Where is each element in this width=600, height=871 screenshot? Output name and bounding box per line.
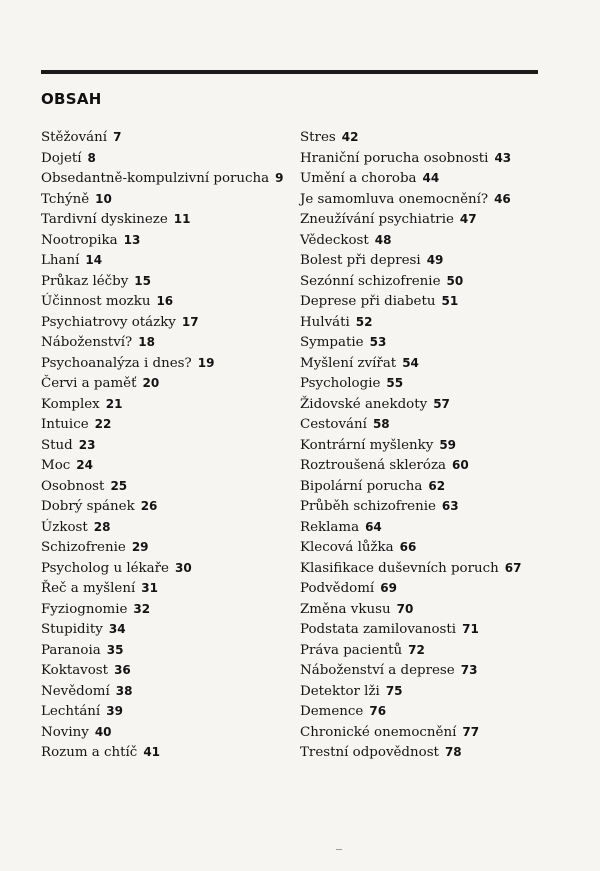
toc-entry [41,660,284,681]
toc-entry-title: Nevědomí [41,683,110,699]
toc-entry-page-number: 43 [494,150,512,165]
toc-entry [300,742,521,763]
toc-entry [300,681,521,702]
toc-entry [41,619,284,640]
toc-entry-title: Zneužívání psychiatrie [300,212,454,227]
toc-entry [41,291,284,312]
toc-entry-title: Průkaz léčby [41,273,129,289]
toc-entry-title: Psychiatrovy otázky [41,314,176,330]
toc-entry [300,435,521,456]
toc-entry-page-number: 75 [385,683,403,698]
toc-entry-title: Hraniční porucha osobnosti [300,150,489,166]
toc-entry-title: Intuice [41,417,89,432]
toc-entry-title: Sezónní schizofrenie [300,273,441,289]
toc-entry-title: Lechtání [41,704,101,719]
toc-entry-title: Podvědomí [300,581,375,596]
toc-entry-page-number: 44 [422,171,440,185]
toc-entry-page-number: 30 [174,560,192,575]
toc-entry-title: Je samomluva onemocnění? [300,191,489,207]
toc-entry-page-number: 36 [114,663,131,677]
toc-entry-page-number: 60 [452,458,469,472]
toc-entry-title: Obsedantně-kompulzivní porucha [41,171,270,186]
toc-entry-title: Fyziognomie [41,601,128,617]
toc-entry-page-number: 34 [108,622,126,636]
toc-entry-page-number: 78 [444,745,462,759]
toc-entry [41,701,284,722]
toc-entry-title: Klecová lůžka [300,540,394,555]
toc-entry [41,230,284,251]
toc-entry-title: Sympatie [300,335,364,350]
toc-entry-page-number: 32 [133,601,151,616]
toc-entry [300,291,521,312]
toc-entry-title: Dobrý spánek [41,499,135,514]
toc-entry-page-number: 11 [173,212,191,226]
toc-entry-title: Židovské anekdoty [300,396,428,412]
toc-entry [300,250,521,271]
toc-entry [41,332,284,353]
toc-entry-title: Psycholog u lékaře [41,560,169,576]
page-mark [336,849,342,850]
toc-entry-title: Osobnost [41,478,105,494]
toc-entry-page-number: 42 [341,130,359,144]
toc-entry [300,455,521,476]
toc-entry-page-number: 24 [76,458,93,472]
toc-entry-page-number: 54 [402,355,419,370]
toc-entry [41,353,284,374]
toc-entry-page-number: 7 [113,130,122,144]
toc-entry [300,353,521,374]
toc-entry-page-number: 48 [374,232,392,247]
toc-entry-page-number: 18 [138,335,155,349]
toc-entry-title: Vědeckost [300,232,369,248]
toc-entry-title: Stud [41,437,73,453]
toc-entry [300,558,521,579]
toc-entry-page-number: 49 [426,253,444,267]
toc-entry [300,271,521,292]
toc-entry-page-number: 20 [142,376,160,390]
toc-entry [41,537,284,558]
toc-entry-page-number: 63 [441,499,459,513]
toc-entry-title: Lhaní [41,253,80,268]
toc-entry-page-number: 59 [439,437,457,452]
toc-entry-title: Noviny [41,724,89,740]
toc-entry-title: Náboženství? [41,335,133,350]
toc-entry [41,373,284,394]
toc-entry-title: Změna vkusu [300,601,391,617]
toc-entry-title: Dojetí [41,150,82,166]
toc-entry [300,312,521,333]
toc-entry [300,414,521,435]
toc-entry-page-number: 47 [459,212,477,226]
toc-entry [41,435,284,456]
toc-entry [41,394,284,415]
toc-entry [41,640,284,661]
toc-entry-page-number: 51 [441,294,459,308]
toc-entry [41,455,284,476]
toc-entry [300,701,521,722]
toc-entry [300,373,521,394]
toc-entry-page-number: 66 [399,540,417,554]
toc-entry-title: Chronické onemocnění [300,724,457,740]
toc-entry [41,209,284,230]
toc-entry [300,148,521,169]
toc-entry [300,517,521,538]
toc-entry-page-number: 76 [369,704,387,718]
toc-entry [300,332,521,353]
toc-entry-title: Trestní odpovědnost [300,745,439,760]
toc-entry-title: Kontrární myšlenky [300,437,434,453]
toc-entry-title: Klasifikace duševních poruch [300,560,499,576]
toc-entry-page-number: 9 [275,171,284,185]
toc-entry-title: Úzkost [41,519,88,535]
toc-entry-page-number: 15 [134,273,151,288]
toc-entry-title: Deprese při diabetu [300,294,436,309]
toc-entry-page-number: 23 [78,437,96,452]
toc-entry-page-number: 38 [115,683,133,698]
toc-entry-page-number: 64 [365,519,382,534]
toc-entry-title: Stěžování [41,130,108,145]
toc-entry-title: Stupidity [41,622,103,637]
toc-entry-page-number: 29 [131,540,149,554]
toc-entry [41,476,284,497]
toc-entry [41,148,284,169]
toc-entry-page-number: 69 [380,581,397,595]
toc-entry-page-number: 19 [197,355,215,370]
toc-entry [300,619,521,640]
toc-entry-title: Umění a choroba [300,171,417,186]
toc-entry [300,578,521,599]
toc-entry [300,537,521,558]
toc-entry-page-number: 25 [110,478,128,493]
toc-entry-title: Cestování [300,417,367,432]
toc-entry-page-number: 31 [141,581,158,595]
toc-entry-title: Demence [300,704,364,719]
toc-entry [41,271,284,292]
toc-column-left [41,127,284,763]
toc-entry [300,127,521,148]
toc-entry-page-number: 58 [372,417,390,431]
toc-entry-title: Práva pacientů [300,642,403,658]
toc-entry [41,742,284,763]
toc-entry-title: Bolest při depresi [300,253,421,268]
toc-entry-page-number: 14 [85,253,103,267]
toc-entry [41,722,284,743]
toc-entry [300,599,521,620]
toc-entry [41,599,284,620]
toc-entry [41,578,284,599]
top-rule [41,70,538,74]
toc-entry-page-number: 57 [433,396,450,411]
toc-entry-title: Hulváti [300,314,350,330]
toc-entry-title: Bipolární porucha [300,478,423,494]
toc-entry [41,558,284,579]
toc-entry [41,414,284,435]
toc-entry [41,168,284,189]
toc-entry [41,517,284,538]
toc-entry-page-number: 52 [355,314,373,329]
toc-entry [41,312,284,333]
toc-entry-title: Řeč a myšlení [41,581,136,596]
toc-entry-page-number: 41 [143,745,161,759]
toc-entry-title: Moc [41,458,71,473]
toc-entry-page-number: 35 [106,642,124,657]
toc-entry-title: Nootropika [41,232,118,248]
toc-entry [300,230,521,251]
toc-entry-title: Průběh schizofrenie [300,499,436,514]
toc-entry-page-number: 70 [396,601,414,616]
toc-entry [300,476,521,497]
toc-entry [41,189,284,210]
toc-entry-title: Reklama [300,519,360,535]
toc-entry-page-number: 71 [462,622,479,636]
toc-entry-page-number: 21 [105,396,123,411]
toc-entry-page-number: 46 [494,191,511,206]
toc-entry-page-number: 72 [408,642,425,657]
toc-entry-title: Tardivní dyskineze [41,212,168,227]
toc-entry [300,209,521,230]
toc-entry-title: Koktavost [41,663,109,678]
toc-entry-page-number: 26 [140,499,158,513]
toc-entry-page-number: 8 [87,150,96,165]
toc-entry-title: Podstata zamilovanosti [300,622,457,637]
toc-entry-page-number: 53 [369,335,387,349]
toc-entry-title: Červi a paměť [41,376,137,391]
toc-entry-title: Roztroušená skleróza [300,458,447,473]
toc-entry-page-number: 55 [386,376,404,390]
toc-entry-title: Náboženství a deprese [300,663,455,678]
toc-entry [300,496,521,517]
toc-entry-page-number: 10 [95,191,112,206]
toc-entry [41,496,284,517]
toc-entry [300,189,521,210]
toc-entry [300,722,521,743]
toc-entry [300,640,521,661]
page-title: OBSAH [41,90,102,108]
toc-entry [300,660,521,681]
toc-entry-page-number: 28 [93,519,111,534]
toc-entry-title: Psychologie [300,376,381,391]
toc-entry [41,127,284,148]
toc-entry-page-number: 67 [504,560,522,575]
toc-entry-title: Rozum a chtíč [41,745,138,760]
toc-entry-title: Účinnost mozku [41,294,151,309]
toc-entry [300,394,521,415]
toc-entry-title: Komplex [41,396,100,412]
toc-entry-title: Paranoia [41,642,101,658]
toc-entry-title: Psychoanalýza i dnes? [41,355,192,371]
toc-entry-page-number: 62 [428,478,446,493]
toc-entry-page-number: 22 [94,417,112,431]
toc-entry [41,681,284,702]
toc-entry-page-number: 77 [462,724,480,739]
toc-entry-page-number: 17 [181,314,199,329]
toc-entry-title: Tchýně [41,191,90,207]
toc-entry-page-number: 40 [94,724,112,739]
toc-entry-title: Schizofrenie [41,540,126,555]
toc-entry [41,250,284,271]
toc-entry-title: Myšlení zvířat [300,355,397,371]
toc-entry-page-number: 39 [106,704,123,718]
toc-column-right [300,127,521,763]
toc-entry-page-number: 13 [123,232,141,247]
toc-entry-page-number: 16 [156,294,174,308]
toc-entry-title: Stres [300,130,336,145]
toc-entry-page-number: 50 [446,273,464,288]
toc-entry [300,168,521,189]
toc-entry-title: Detektor lži [300,683,380,699]
toc-entry-page-number: 73 [460,663,478,677]
